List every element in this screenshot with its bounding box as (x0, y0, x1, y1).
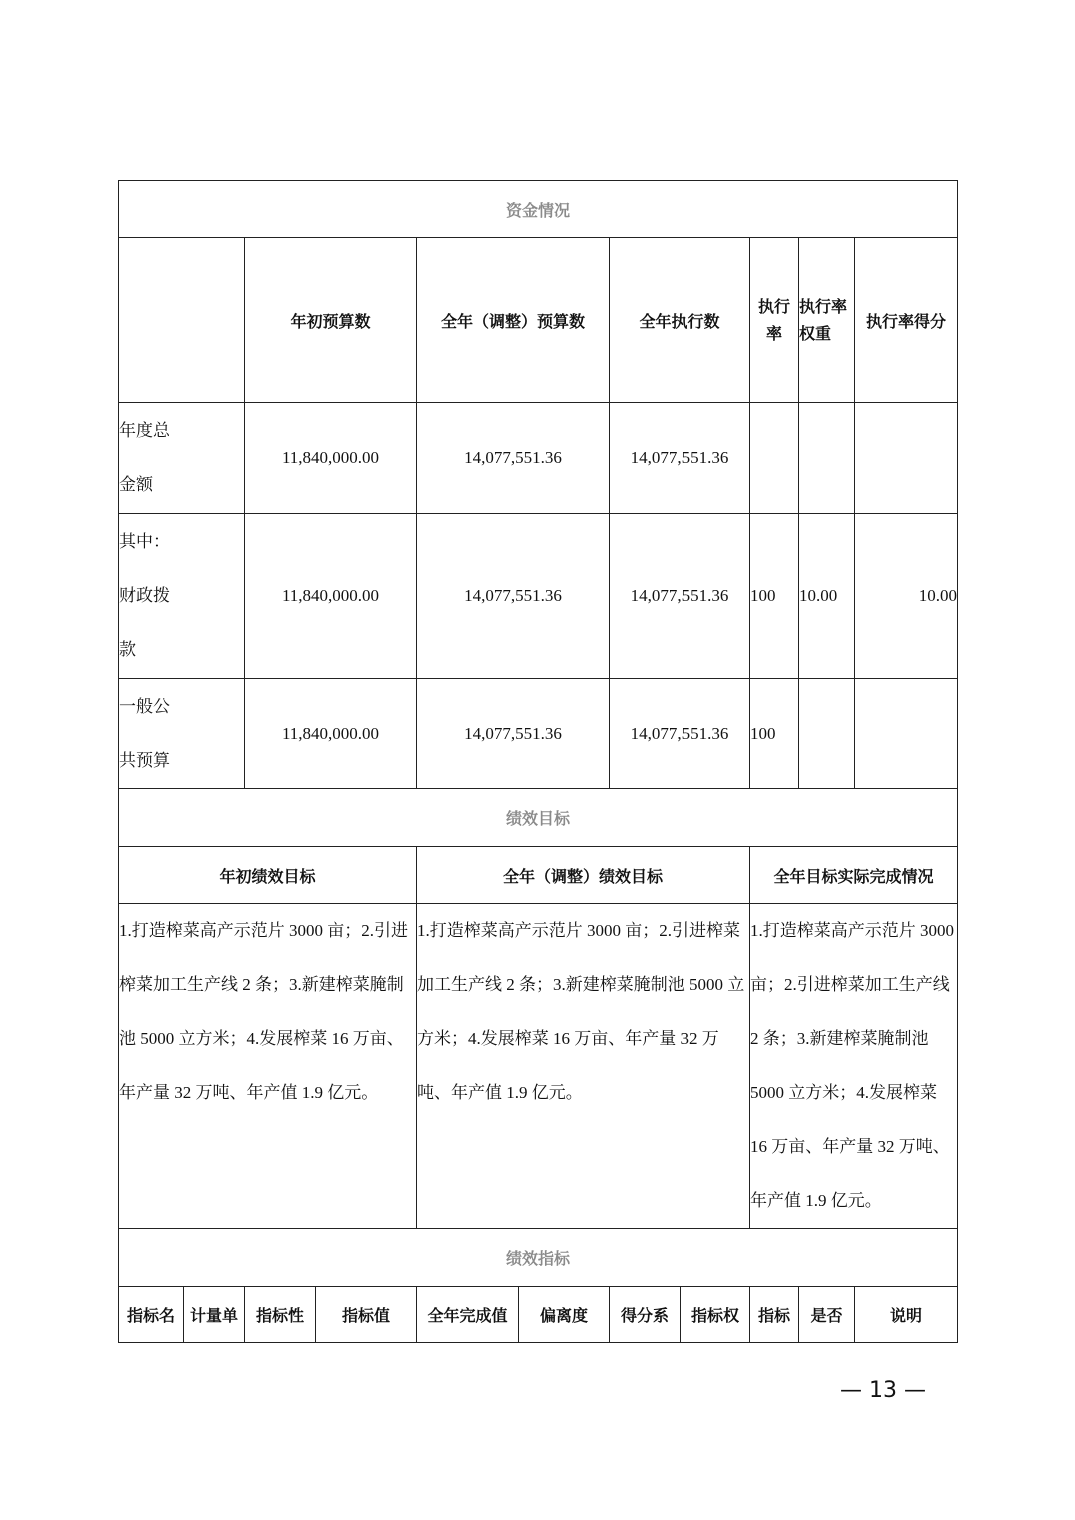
page-number: — 13 — (840, 1378, 926, 1403)
funds-header-blank (119, 238, 245, 403)
indicator-header-name: 指标名 (119, 1287, 184, 1343)
score-value (855, 679, 958, 789)
funds-row (119, 403, 958, 514)
goals-initial-text: 1.打造榨菜高产示范片 3000 亩；2.引进榨菜加工生产线 2 条；3.新建榨菜腌制池 5000 立方米；4.发展榨菜 16 万亩、年产量 32 万吨、年产值 1.9 亿元。 (119, 904, 417, 1229)
score-value: 10.00 (855, 514, 958, 679)
adjusted-value: 14,077,551.36 (417, 514, 610, 679)
funds-header-adjusted: 全年（调整）预算数 (417, 238, 610, 403)
weight-value (799, 679, 855, 789)
goals-header-initial: 年初绩效目标 (119, 847, 417, 904)
initial-value: 11,840,000.00 (245, 514, 417, 679)
adjusted-value: 14,077,551.36 (417, 679, 610, 789)
indicator-header-weight: 指标权 (681, 1287, 750, 1343)
rate-value (750, 403, 799, 514)
goals-section-title: 绩效目标 (119, 789, 958, 847)
funds-header-score: 执行率得分 (855, 238, 958, 403)
goals-adjusted-text: 1.打造榨菜高产示范片 3000 亩；2.引进榨菜加工生产线 2 条；3.新建榨菜腌制池 5000 立方米；4.发展榨菜 16 万亩、年产量 32 万吨、年产值 1.9 亿元。 (417, 904, 750, 1229)
executed-value: 14,077,551.36 (610, 679, 750, 789)
initial-value: 11,840,000.00 (245, 403, 417, 514)
goals-header-actual: 全年目标实际完成情况 (750, 847, 958, 904)
initial-value: 11,840,000.00 (245, 679, 417, 789)
executed-value: 14,077,551.36 (610, 514, 750, 679)
indicator-header-value: 指标值 (316, 1287, 417, 1343)
performance-table (118, 180, 958, 1343)
weight-value (799, 403, 855, 514)
goals-header-adjusted: 全年（调整）绩效目标 (417, 847, 750, 904)
funds-section-title: 资金情况 (119, 181, 958, 238)
indicator-header-deviation: 偏离度 (519, 1287, 610, 1343)
rate-value: 100 (750, 679, 799, 789)
indicator-header-unit: 计量单 (184, 1287, 245, 1343)
score-value (855, 403, 958, 514)
funds-header-executed: 全年执行数 (610, 238, 750, 403)
indicator-header-score-coef: 得分系 (610, 1287, 681, 1343)
indicator-header-whether: 是否 (799, 1287, 855, 1343)
rate-value: 100 (750, 514, 799, 679)
indicator-header-indicator: 指标 (750, 1287, 799, 1343)
indicator-header-note: 说明 (855, 1287, 958, 1343)
row-label: 其中：财政拨款 (119, 514, 245, 679)
indicators-section-title: 绩效指标 (119, 1229, 958, 1287)
goals-actual-text: 1.打造榨菜高产示范片 3000 亩；2.引进榨菜加工生产线 2 条；3.新建榨菜腌制池 5000 立方米；4.发展榨菜 16 万亩、年产量 32 万吨、年产值 1.9 亿元。 (750, 904, 958, 1229)
adjusted-value: 14,077,551.36 (417, 403, 610, 514)
funds-header-rate: 执行率 (750, 238, 799, 403)
row-label: 年度总金额 (119, 403, 245, 514)
funds-row (119, 514, 958, 679)
executed-value: 14,077,551.36 (610, 403, 750, 514)
funds-header-weight: 执行率权重 (799, 238, 855, 403)
funds-row (119, 679, 958, 789)
indicator-header-completed: 全年完成值 (417, 1287, 519, 1343)
funds-header-initial: 年初预算数 (245, 238, 417, 403)
indicator-header-nature: 指标性 (245, 1287, 316, 1343)
weight-value: 10.00 (799, 514, 855, 679)
row-label: 一般公共预算 (119, 679, 245, 789)
